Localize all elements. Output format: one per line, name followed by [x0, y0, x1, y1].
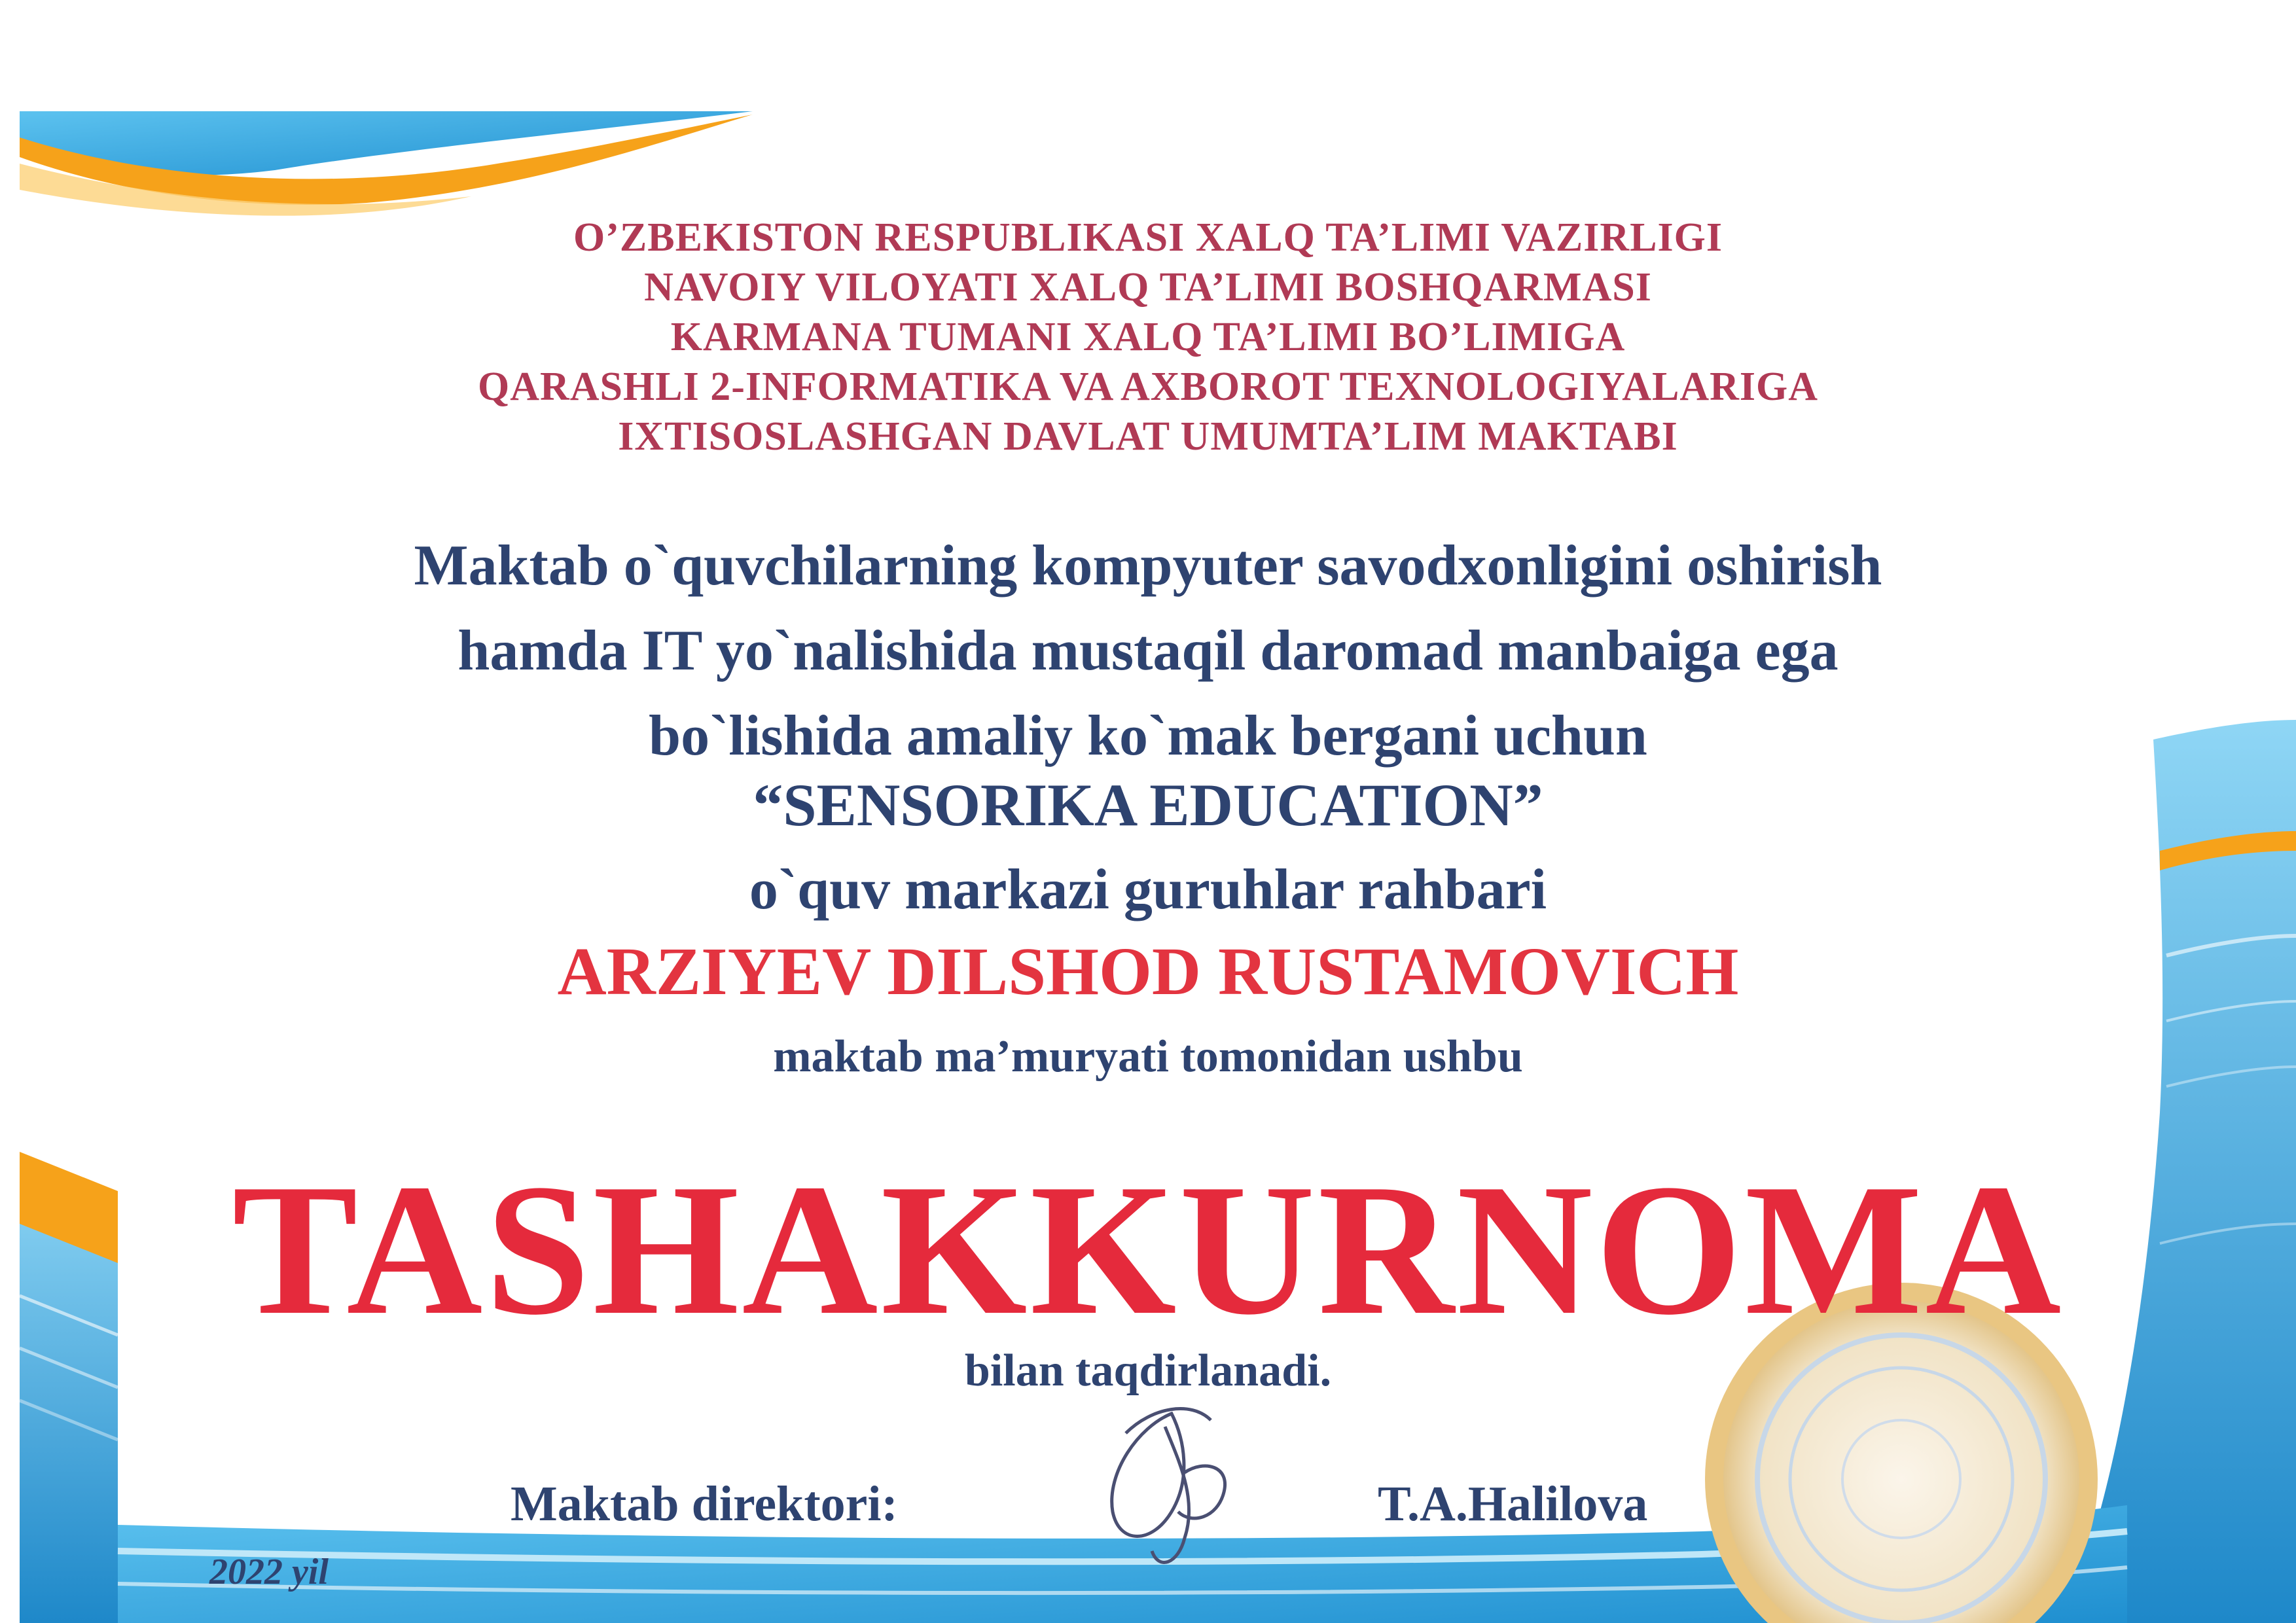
year-label: 2022 yil [209, 1552, 329, 1592]
recipient-name: ARZIYEV DILSHOD RUSTAMOVICH [557, 934, 1739, 1009]
institution-header [0, 213, 2296, 461]
header-line: KARMANA TUMANI XALQ TA’LIMI BO’LIMIGA [670, 315, 1626, 359]
header-line: NAVOIY VILOYATI XALQ TA’LIMI BOSHQARMASI [644, 265, 1652, 310]
awarded-line: bilan taqdirlanadi. [964, 1346, 1332, 1396]
signatory-name: T.A.Halilova [1378, 1476, 1648, 1531]
recipient-role: o`quv markazi guruhlar rahbari [749, 858, 1547, 921]
header-line: QARASHLI 2-INFORMATIKA VA AXBOROT TEXNOLOGIYALARIGA [477, 365, 1819, 409]
certificate-title: TASHAKKURNOMA [232, 1145, 2064, 1354]
reason-line: Maktab o`quvchilarning kompyuter savodxonligini oshirish [414, 534, 1882, 597]
header-line: O’ZBEKISTON RESPUBLIKASI XALQ TA’LIMI VAZIRLIGI [573, 215, 1723, 260]
reason-line: bo`lishida amaliy ko`mak bergani uchun [649, 704, 1647, 768]
signature-label: Maktab direktori: [511, 1476, 898, 1531]
organization-name: “SENSORIKA EDUCATION” [753, 772, 1543, 838]
by-line: maktab ma’muryati tomonidan ushbu [773, 1031, 1523, 1082]
top-left-wave [20, 111, 753, 216]
reason-line: hamda IT yo`nalishida mustaqil daromad manbaiga ega [457, 619, 1839, 683]
reason-text [0, 524, 2296, 779]
header-line: IXTISOSLASHGAN DAVLAT UMUMTA’LIM MAKTABI [618, 414, 1678, 459]
